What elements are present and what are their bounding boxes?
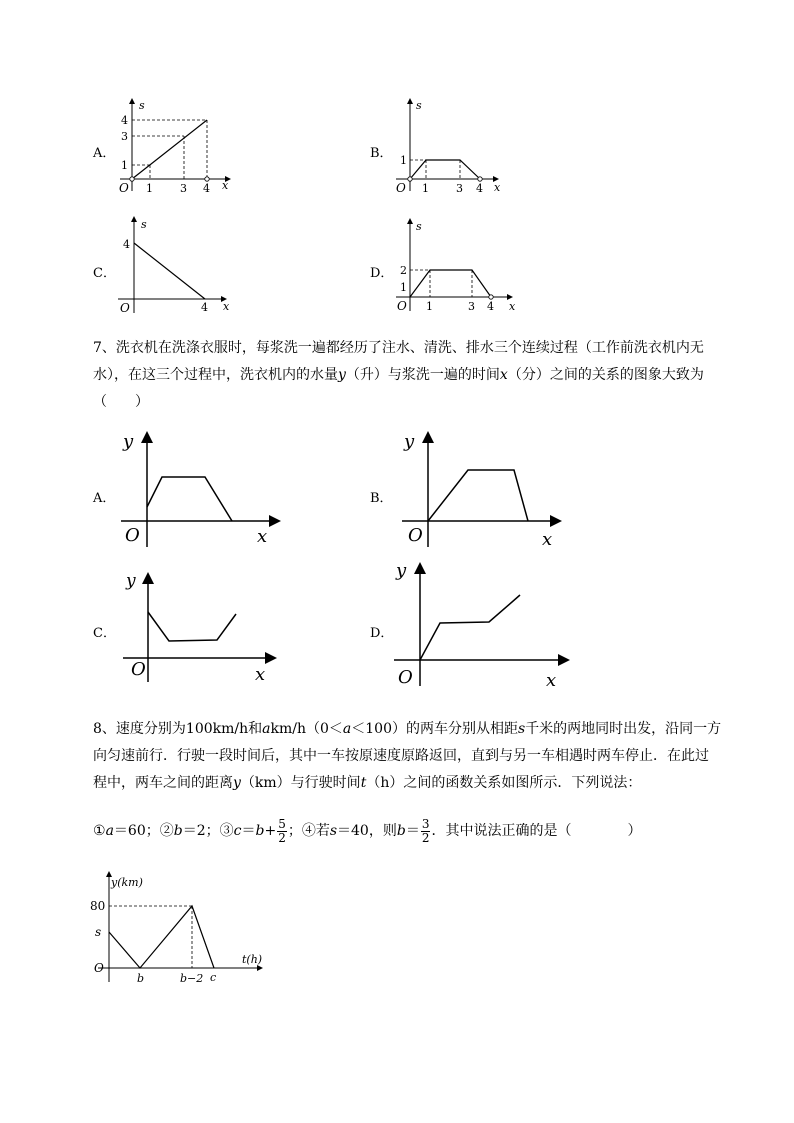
q7-option-c-graph <box>115 568 285 688</box>
open-point <box>130 177 134 181</box>
tick-label: c <box>210 971 217 984</box>
tick-label: 1 <box>422 182 429 195</box>
q7-option-a-label[interactable]: A． <box>93 491 116 506</box>
s-axis-label: s <box>416 220 422 233</box>
q6-option-a-label[interactable]: A． <box>93 146 116 161</box>
q6-option-c-label[interactable]: C． <box>93 266 116 281</box>
tick-label: 80 <box>90 899 106 913</box>
x-axis-label: x <box>494 181 501 194</box>
tick-label: 3 <box>468 300 475 313</box>
y-axis-label: y <box>404 431 415 452</box>
tick-label: 4 <box>203 182 210 195</box>
graph-line <box>134 243 205 299</box>
q8-text-line3: 程中，两车之间的距离y（km）与行驶时间t（h）之间的函数关系如图所示．下列说法： <box>93 775 642 791</box>
q8-text-line2: 向匀速前行．行驶一段时间后，其中一车按原速度原路返回，直到与另一车相遇时两车停止．在此过 <box>93 748 709 764</box>
s-axis-label: s <box>141 218 147 231</box>
x-axis-label: x <box>542 529 553 550</box>
tick-label: b−2 <box>180 972 204 985</box>
q6-option-c-graph <box>110 215 240 320</box>
q8-distance-time-graph <box>88 868 278 993</box>
graph-line <box>147 477 232 521</box>
tick-label: s <box>95 925 102 939</box>
tick-label: 1 <box>426 300 433 313</box>
q7-text-line1: 7、洗衣机在洗涤衣服时，每浆洗一遍都经历了注水、清洗、排水三个连续过程（工作前洗衣机内无 <box>93 340 704 356</box>
graph-line <box>132 120 207 179</box>
y-axis-label: y(km) <box>111 876 143 889</box>
q6-option-d-label[interactable]: D． <box>370 266 394 281</box>
tick-label: 1 <box>121 159 128 172</box>
tick-label: 1 <box>146 182 153 195</box>
q7-option-b-label[interactable]: B． <box>370 491 393 506</box>
q6-option-a-graph <box>110 95 245 200</box>
y-axis-label: y <box>396 560 407 581</box>
tick-label: 3 <box>180 182 187 195</box>
graph-line <box>420 595 520 660</box>
open-point <box>205 177 209 181</box>
q7-option-c-label[interactable]: C． <box>93 626 116 641</box>
q7-option-d-graph <box>392 560 572 690</box>
q7-option-b-graph <box>396 425 566 550</box>
x-axis-label: x <box>509 300 516 313</box>
q8-statements: ①a＝60；②b＝2；③c＝b+ $\frac{5}{2}$ ；④若s＝40，则b＝ $\frac{3}{2}$ ．其中说法正确的是（ ） <box>93 816 642 845</box>
origin-label: O <box>397 299 407 313</box>
fraction-3-2: $\frac{3}{2}$ <box>421 816 430 845</box>
origin-label: O <box>119 181 129 195</box>
fraction-5-2: $\frac{5}{2}$ <box>278 816 286 845</box>
q7-option-a-graph <box>115 425 285 550</box>
s-axis-label: s <box>416 99 422 112</box>
origin-label: O <box>131 659 146 680</box>
q7-answer-blank: （ ） <box>93 394 149 410</box>
origin-label: O <box>125 525 140 546</box>
y-axis-label: y <box>123 431 134 452</box>
q6-option-b-label[interactable]: B． <box>370 146 393 161</box>
tick-label: 3 <box>121 130 128 143</box>
graph-line <box>410 160 480 179</box>
q7-text-line2: 水），在这三个过程中，洗衣机内的水量y（升）与浆洗一遍的时间x（分）之间的关系的图象大致为 <box>93 367 704 383</box>
q6-option-d-graph <box>388 215 518 320</box>
tick-label: 4 <box>201 301 208 314</box>
y-axis-label: y <box>126 571 136 591</box>
origin-label: O <box>120 301 130 315</box>
origin-label: O <box>398 667 413 688</box>
graph-line <box>148 612 236 641</box>
tick-label: 4 <box>123 238 130 251</box>
tick-label: 4 <box>487 300 494 313</box>
tick-label: 2 <box>400 264 407 277</box>
x-axis-label: x <box>223 300 230 313</box>
graph-line <box>109 906 214 968</box>
tick-label: 4 <box>121 114 128 127</box>
tick-label: 3 <box>456 182 463 195</box>
x-axis-label: x <box>257 526 268 547</box>
x-axis-label: x <box>255 664 266 685</box>
graph-line <box>428 470 528 521</box>
tick-label: b <box>137 972 145 985</box>
q7-option-d-label[interactable]: D． <box>370 626 394 641</box>
q8-text-line1: 8、速度分别为100km/h和akm/h（0＜a＜100）的两车分别从相距s千米的两地同时出发，沿同一方 <box>93 721 722 737</box>
q6-option-b-graph <box>388 95 513 200</box>
tick-label: 4 <box>476 182 483 195</box>
x-axis-label: x <box>546 670 557 691</box>
graph-line <box>410 270 491 297</box>
tick-label: 1 <box>400 154 407 167</box>
x-axis-label: t(h) <box>242 953 263 966</box>
tick-label: 1 <box>400 281 407 294</box>
origin-label: O <box>408 525 423 546</box>
origin-label: O <box>396 181 406 195</box>
origin-label: O <box>94 961 104 975</box>
x-axis-label: x <box>222 179 229 192</box>
s-axis-label: s <box>139 99 145 112</box>
